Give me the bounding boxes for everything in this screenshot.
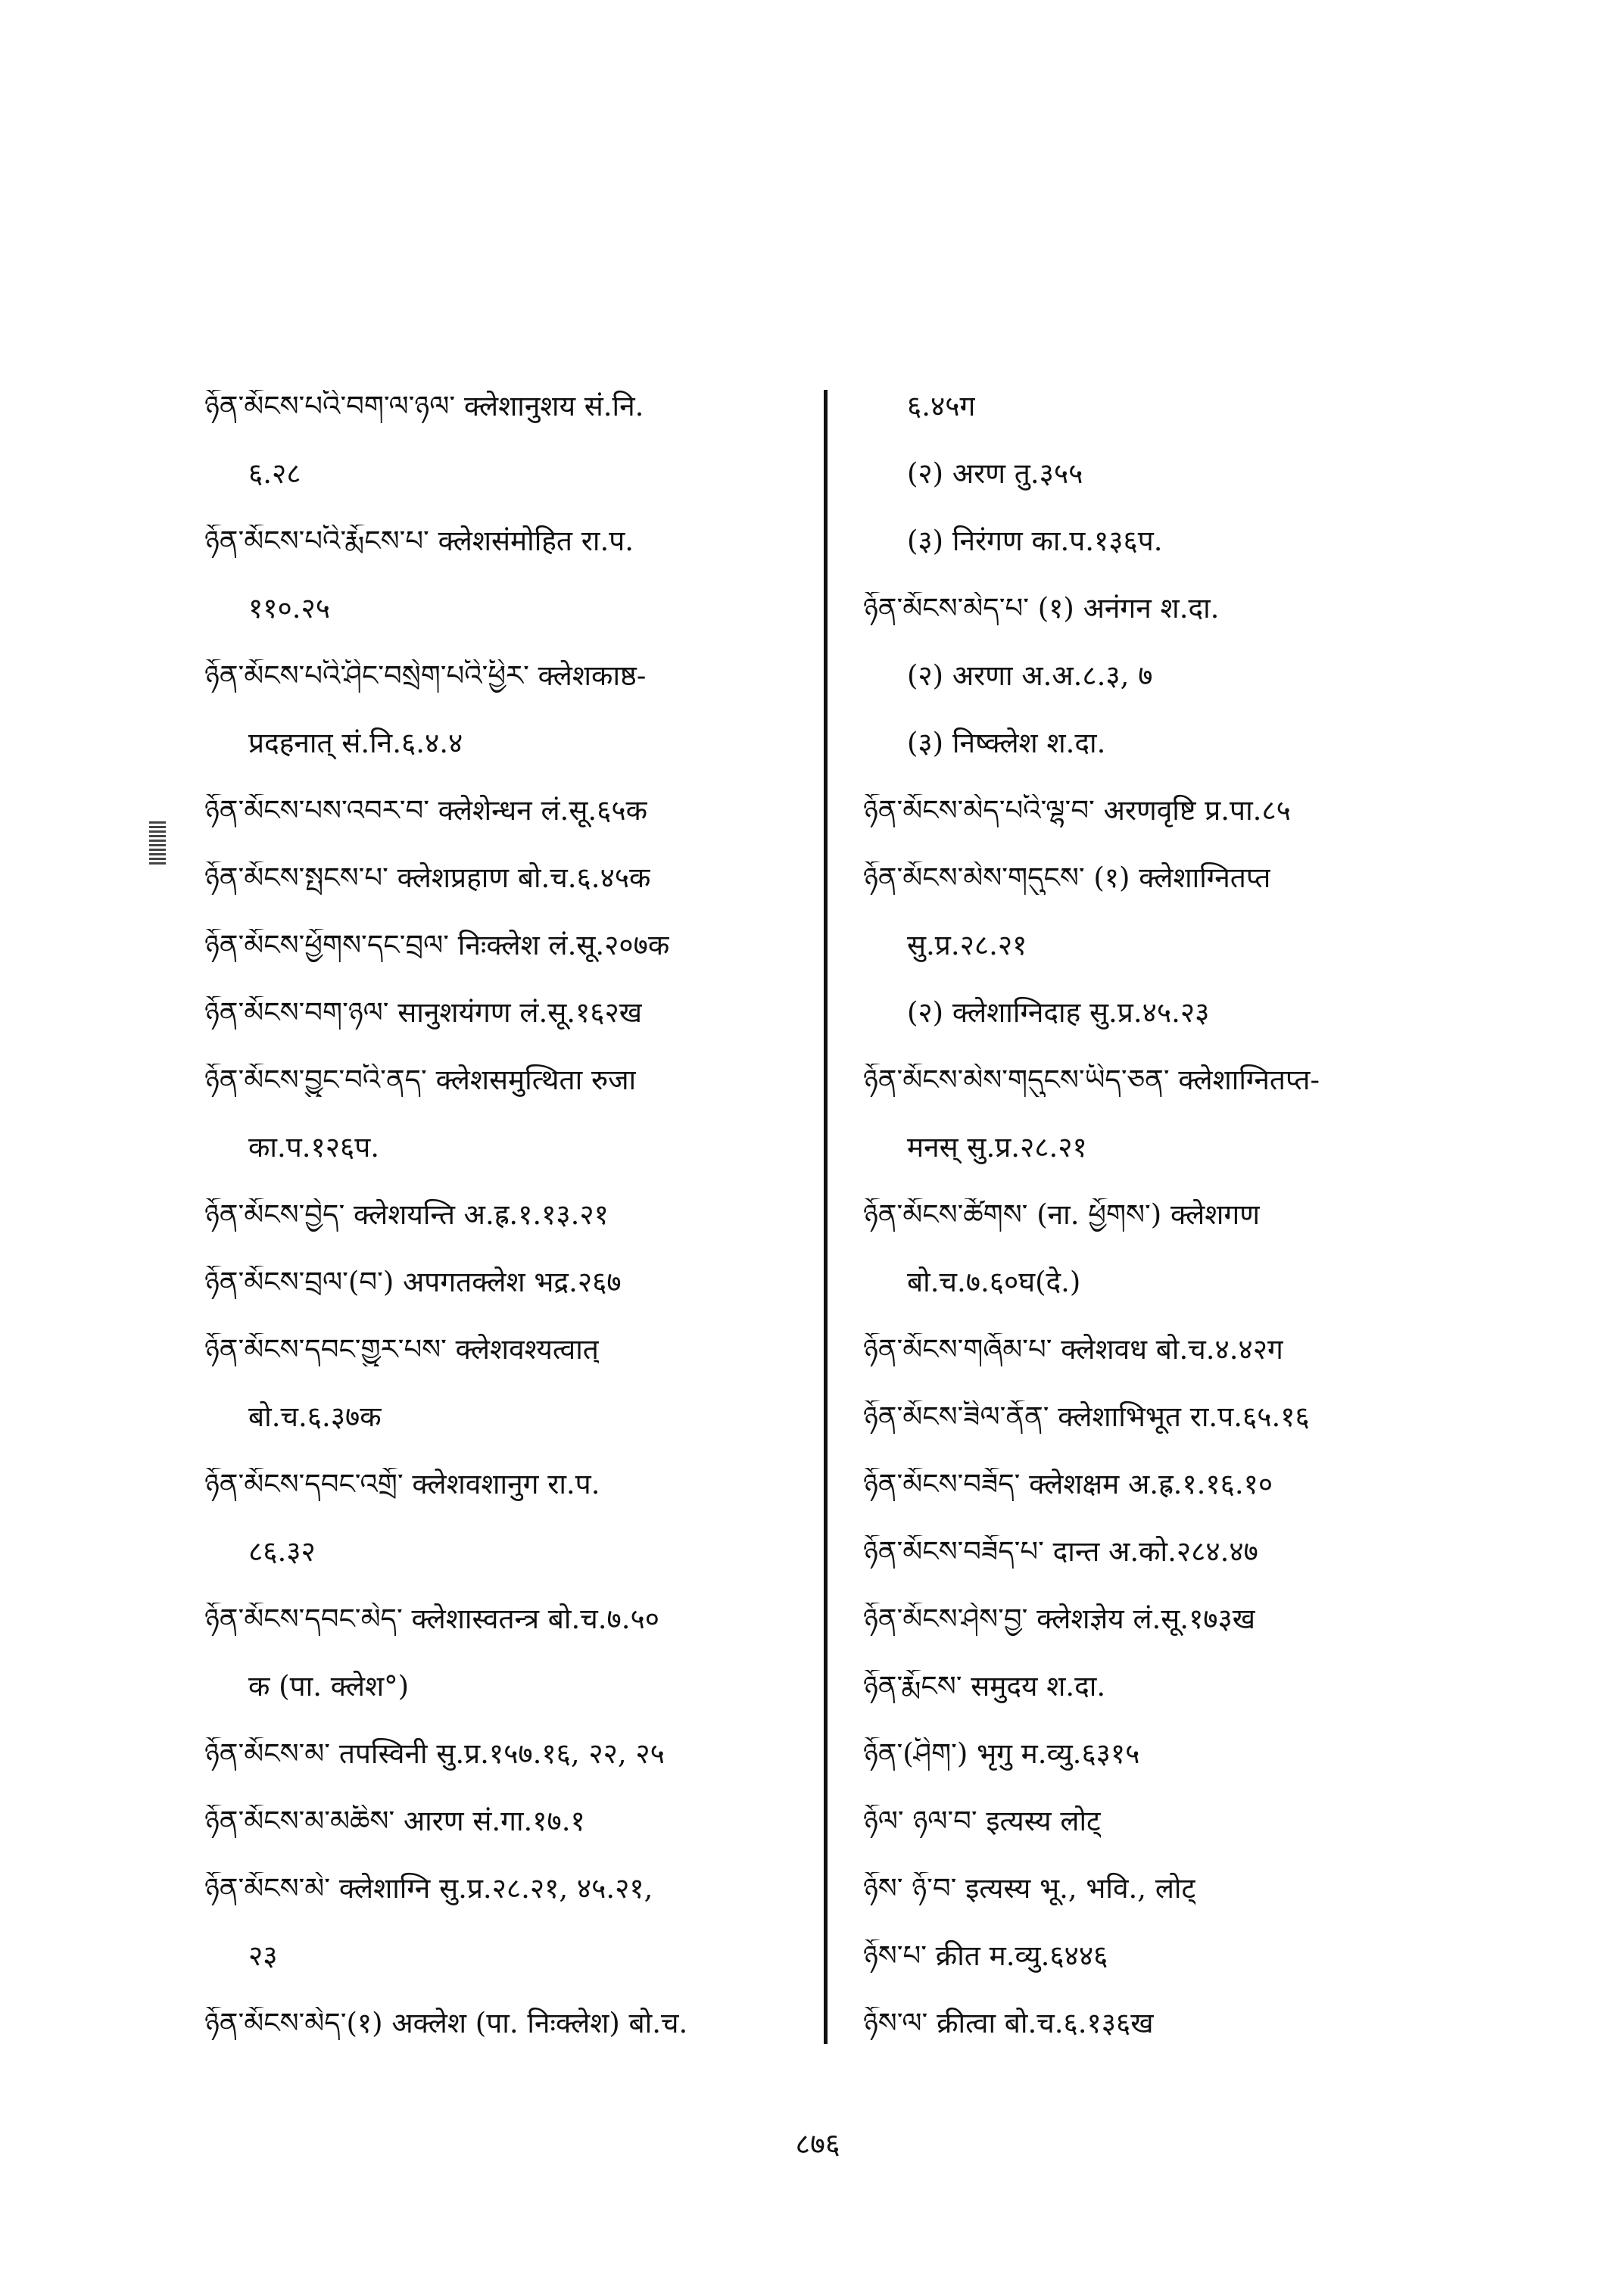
entry: ཉོན་མོངས་སྤངས་པ་ क्लेशप्रहाण बो.च.६.४५क bbox=[204, 861, 651, 894]
entry: ཉོན་མོངས་མེད་པ་ (१) अनंगन श.दा. bbox=[863, 592, 1220, 625]
page-number: ८७६ bbox=[795, 2127, 840, 2161]
left-column bbox=[204, 390, 810, 2074]
entry: ཉོས་ ཉོ་བ་ इत्यस्य भू., भवि., लोट् bbox=[863, 1872, 1196, 1905]
entry: ཉོན་མོངས་བཟོད་ क्लेशक्षम अ.ह्र.१.१६.१० bbox=[863, 1468, 1273, 1500]
entry: ཉོན་མོངས་ཤེས་བྱ་ क्लेशज्ञेय लं.सू.१७३ख bbox=[863, 1603, 1256, 1635]
entry-sense: (२) अरणा अ.अ.८.३, ७ bbox=[907, 659, 1153, 692]
entry-continuation: ११०.२५ bbox=[248, 592, 330, 625]
entry: ཉོན་མོངས་མེས་གདུངས་ (१) क्लेशाग्नितप्त bbox=[863, 861, 1271, 894]
entry-continuation: बो.च.७.६०घ(दे.) bbox=[907, 1266, 1081, 1298]
entry: ཉོན་མོངས་བཟོད་པ་ दान्त अ.को.२८४.४७ bbox=[863, 1535, 1258, 1568]
entry: ཉོན་མོངས་པའི་ཤིང་བསྲེག་པའི་ཕྱིར་ क्लेशकाष्ठ- bbox=[204, 659, 647, 692]
entry-continuation: सु.प्र.२८.२१ bbox=[907, 929, 1027, 961]
entry: ཉོན་མོངས་བྲལ་(བ་) अपगतक्लेश भद्र.२६७ bbox=[204, 1266, 622, 1298]
entry: ཉོན་མོངས་མེ་ क्लेशाग्नि सु.प्र.२८.२१, ४५.२१, bbox=[204, 1872, 653, 1905]
margin-ruler-mark bbox=[149, 821, 166, 867]
entry: ཉོན་མོངས་བག་ཉལ་ सानुशयंगण लं.सू.१६२ख bbox=[204, 996, 642, 1029]
entry: ཉོན་མོངས་མེས་གདུངས་ཡིད་ཅན་ क्लेशाग्नितप्त- bbox=[863, 1064, 1320, 1096]
entry-sense: (३) निष्क्लेश श.दा. bbox=[907, 727, 1106, 759]
entry-continuation: २३ bbox=[248, 1939, 278, 1972]
entry: ཉོན་མོངས་བྱུང་བའི་ནད་ क्लेशसमुत्थिता रुजा bbox=[204, 1064, 637, 1096]
entry-continuation: मनस् सु.प्र.२८.२१ bbox=[907, 1131, 1087, 1164]
entry-continuation: का.प.१२६प. bbox=[248, 1131, 380, 1164]
entry: ཉོན་མོངས་ཚོགས་ (ना. ཕྱོགས་) क्लेशगण bbox=[863, 1198, 1260, 1231]
entry-continuation: ८६.३२ bbox=[248, 1535, 316, 1568]
entry: ཉོལ་ ཉལ་བ་ इत्यस्य लोट् bbox=[863, 1805, 1101, 1837]
entry: ཉོན་མོངས་མ་ तपस्विनी सु.प्र.१५७.१६, २२, २५ bbox=[204, 1737, 665, 1770]
entry: ཉོས་ལ་ क्रीत्वा बो.च.६.१३६ख bbox=[863, 2007, 1154, 2039]
entry: ཉོན་མོངས་ཟིལ་ནོན་ क्लेशाभिभूत रा.प.६५.१६ bbox=[863, 1400, 1310, 1433]
right-column bbox=[863, 390, 1454, 2074]
entry: ཉོན་མོངས་ཕྱོགས་དང་བྲལ་ निःक्लेश लं.सू.२०७क bbox=[204, 929, 670, 961]
entry-continuation: क (पा. क्लेश°) bbox=[248, 1670, 410, 1703]
entry: ཉོན་མོངས་པའི་བག་ལ་ཉལ་ क्लेशानुशय सं.नि. bbox=[204, 390, 644, 422]
entry: ཉོན་མོངས་གཞོམ་པ་ क्लेशवध बो.च.४.४२ग bbox=[863, 1333, 1283, 1366]
entry-continuation: ६.२८ bbox=[248, 457, 301, 490]
entry: ཉོན་མོངས་མ་མཆིས་ आरण सं.गा.१७.१ bbox=[204, 1805, 585, 1837]
entry: ཉོན་མོངས་པའི་རྨོངས་པ་ क्लेशसंमोहित रा.प. bbox=[204, 525, 634, 557]
entry-continuation: ६.४५ग bbox=[907, 390, 976, 422]
entry: ཉོན་མོངས་བྱེད་ क्लेशयन्ति अ.ह्र.१.१३.२१ bbox=[204, 1198, 609, 1231]
entry: ཉོན་མོངས་མེད་(१) अक्लेश (पा. निःक्लेश) बो.च. bbox=[204, 2007, 688, 2039]
entry-sense: (३) निरंगण का.प.१३६प. bbox=[907, 525, 1163, 557]
entry-sense: (२) क्लेशाग्निदाह सु.प्र.४५.२३ bbox=[907, 996, 1210, 1029]
entry: ཉོན་(ཤིག་) भृगु म.व्यु.६३१५ bbox=[863, 1737, 1140, 1770]
entry: ཉོན་མོངས་མེད་པའི་ལྷ་བ་ अरणवृष्टि प्र.पा.८५ bbox=[863, 794, 1291, 827]
column-divider bbox=[824, 390, 828, 2044]
entry: ཉོན་མོངས་དབང་གྱུར་པས་ क्लेशवश्यत्वात् bbox=[204, 1333, 599, 1366]
entry: ཉོས་པ་ क्रीत म.व्यु.६४४६ bbox=[863, 1939, 1108, 1972]
entry: ཉོན་མོངས་དབང་མེད་ क्लेशास्वतन्त्र बो.च.७.५० bbox=[204, 1603, 659, 1635]
entry-continuation: बो.च.६.३७क bbox=[248, 1400, 382, 1433]
entry-continuation: प्रदहनात् सं.नि.६.४.४ bbox=[248, 727, 463, 759]
entry: ཉོན་མོངས་དབང་འགྲོ་ क्लेशवशानुग रा.प. bbox=[204, 1468, 600, 1500]
entry: ཉོན་རྨོངས་ समुदय श.दा. bbox=[863, 1670, 1106, 1703]
entry: ཉོན་མོངས་པས་འབར་བ་ क्लेशेन्धन लं.सू.६५क bbox=[204, 794, 647, 827]
entry-sense: (२) अरण तु.३५५ bbox=[907, 457, 1083, 490]
